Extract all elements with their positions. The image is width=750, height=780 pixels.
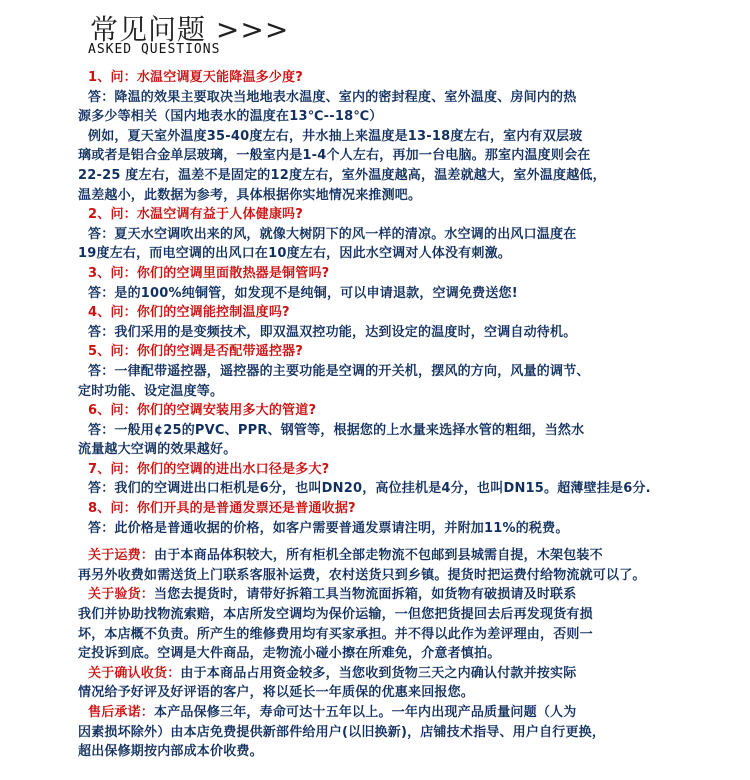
shipping-note-line-1 [78, 546, 694, 566]
aftersales-text: 本产品保修三年，寿命可达十五年以上。一年内出现产品质量问题（人为 [154, 705, 577, 720]
faq-answer-1-line-6: 温差越小，此数据为参考，具体根据你实地情况来推测吧。 [78, 187, 422, 203]
faq-content [78, 68, 694, 762]
section-gap [78, 538, 694, 546]
faq-question-5: 5、问：你们的空调是否配带遥控器? [88, 344, 303, 360]
faq-answer-4: 答：我们采用的是变频技术，即双温双控功能，达到设定的温度时，空调自动待机。 [88, 324, 577, 340]
inspection-text: 当您去提货时，请带好拆箱工具当物流面拆箱，如货物有破损请及时联系 [154, 587, 577, 603]
inspection-note-line-1 [78, 585, 694, 605]
faq-answer-1-line-2: 源多少等相关（国内地表水的温度在13℃--18℃） [78, 109, 383, 125]
faq-answer-3: 答：是的100%纯铜管，如发现不是纯铜，可以申请退款，空调免费送您! [88, 285, 518, 301]
shipping-label: 关于运费： [88, 548, 155, 564]
aftersales-label: 售后承诺： [88, 705, 155, 720]
aftersales-note-line-2: 因素损坏除外）由本店免费提供新部件给用户(以旧换新)，店铺技术指导、用户自行更换， [78, 724, 606, 740]
faq-question-8: 8、问：你们开具的是普通发票还是普通收据? [88, 501, 356, 517]
faq-answer-5-line-1: 答：一律配带遥控器，遥控器的主要功能是空调的开关机，摆风的方向，风量的调节、 [88, 363, 590, 379]
faq-answer-1-line-4: 璃或者是铝合金单层玻璃，一般室内是1-4个人左右，再加一台电脑。那室内温度则会在 [78, 148, 591, 164]
confirm-note-line-1 [78, 664, 694, 684]
faq-question-4: 4、问：你们的空调能控制温度吗? [88, 305, 290, 321]
confirm-text: 由于本商品占用资金较多，当您收到货物三天之内确认付款并按实际 [180, 665, 577, 681]
confirm-note-line-2: 情况给予好评及好评语的客户，将以延长一年质保的优惠来回报您。 [78, 685, 475, 701]
shipping-note-line-2: 再另外收费如需送货上门联系客服补运费，农村送货只到乡镇。提货时把运费付给物流就可以了。 [78, 567, 646, 583]
aftersales-note-line-3: 超出保修期按内部成本价收费。 [78, 744, 263, 760]
faq-answer-1-line-5: 22-25 度左右，温差不是固定的12度左右，室外温度越高，温差就越大，室外温度越低， [78, 167, 606, 183]
faq-question-7: 7、问：你们的空调的进出水口径是多大? [88, 461, 330, 477]
confirm-label: 关于确认收货： [88, 665, 181, 681]
aftersales-note-line-1 [78, 703, 694, 723]
page-header [0, 0, 750, 66]
faq-answer-6-line-1: 答：一般用¢25的PVC、PPR、钢管等，根据您的上水量来选择水管的粗细，当然水 [88, 422, 585, 438]
page-title: 常见问题 >>> [90, 13, 290, 46]
shipping-text: 由于本商品体积较大，所有柜机全部走物流不包邮到县城需自提，木架包装不 [154, 548, 603, 564]
faq-answer-2-line-2: 19度左右，而电空调的出风口在10度左右，因此水空调对人体没有刺激。 [78, 246, 511, 262]
faq-answer-1-line-3: 例如，夏天室外温度35-40度左右，井水抽上来温度是13-18度左右，室内有双层玻 [88, 128, 583, 144]
faq-question-2: 2、问：水温空调有益于人体健康吗? [88, 207, 303, 223]
faq-question-3: 3、问：你们的空调里面散热器是铜管吗? [88, 265, 330, 281]
inspection-note-line-4: 定投诉到底。空调是大件商品，走物流小碰小擦在所难免，介意者慎拍。 [78, 646, 501, 662]
faq-answer-5-line-2: 定时功能、设定温度等。 [78, 383, 224, 399]
faq-answer-7: 答：我们的空调进出口柜机是6分，也叫DN20，高位挂机是4分，也叫DN15。超薄壁挂是6分. [88, 481, 651, 497]
inspection-label: 关于验货： [88, 587, 155, 603]
faq-answer-1-line-1: 答：降温的效果主要取决当地地表水温度、室内的密封程度、室外温度、房间内的热 [88, 89, 577, 105]
faq-answer-8: 答：此价格是普通收据的价格，如客户需要普通发票请注明，并附加11%的税费。 [88, 520, 569, 536]
faq-answer-2-line-1: 答：夏天水空调吹出来的风，就像大树阴下的风一样的清凉。水空调的出风口温度在 [88, 226, 577, 242]
faq-answer-6-line-2: 流量越大空调的效果越好。 [78, 442, 237, 458]
faq-question-6: 6、问：你们的空调安装用多大的管道? [88, 403, 317, 419]
inspection-note-line-3: 坏，本店概不负责。所产生的维修费用均有买家承担。并不得以此作为差评理由，否则一 [78, 626, 593, 642]
page-subtitle: ASKED QUESTIONS [88, 42, 221, 57]
faq-question-1: 1、问：水温空调夏天能降温多少度? [88, 70, 303, 85]
inspection-note-line-2: 我们并协助找物流索赔，本店所发空调均为保价运输，一但您把货提回去后再发现货有损 [78, 607, 593, 623]
